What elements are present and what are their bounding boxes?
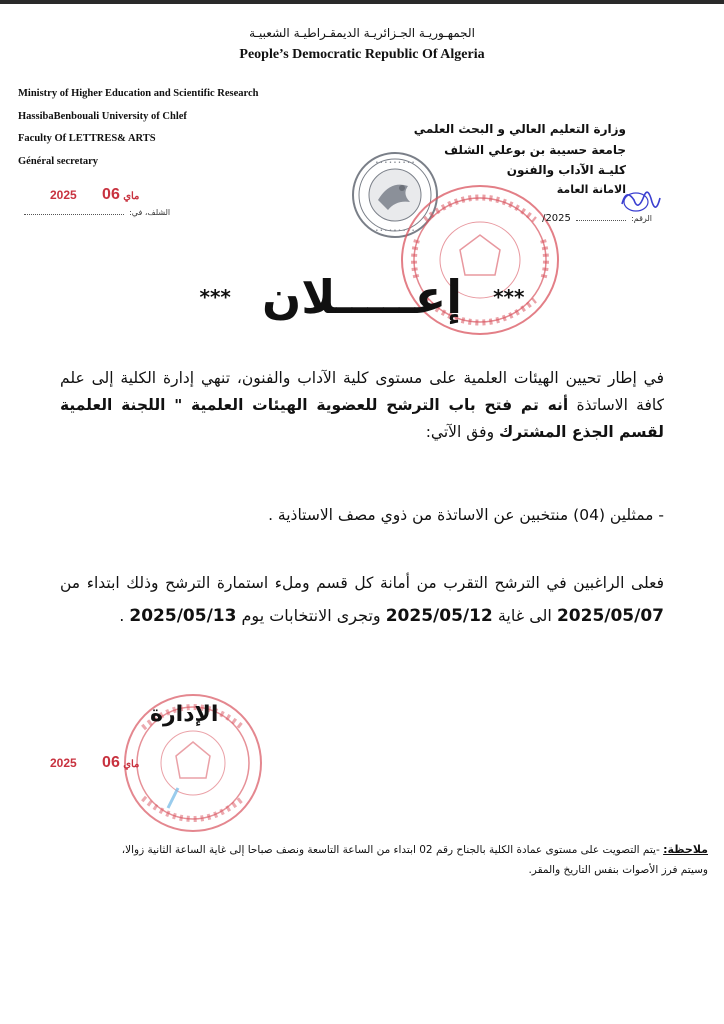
title-stars-right: *** (493, 285, 525, 309)
signature-icon (618, 186, 662, 216)
elections-text: وتجرى الانتخابات يوم (236, 606, 386, 625)
end-dot: . (119, 606, 130, 625)
top-border-line (0, 0, 724, 4)
note-label: ملاحظة: (663, 843, 708, 856)
note-line-1 (48, 840, 708, 860)
secretary-en: Général secretary (18, 156, 98, 167)
stamp-year-bottom: 2025 (50, 756, 77, 770)
place-line (24, 200, 170, 219)
date-to: 2025/05/12 (385, 606, 493, 626)
svg-text:• • • • • • • • •: • • • • • • • • • (375, 228, 415, 234)
intro-text: في إطار تحيين الهيئات العلمية على مستوى كلية الآداب والفنون، تنهي إدارة الكلية إلى علم كافة الاساتذة (60, 369, 664, 414)
university-en: HassibaBenbouali University of Chlef (18, 111, 187, 122)
announcement-title (0, 270, 724, 324)
faculty-ar: كليـة الآداب والفنون (506, 163, 626, 177)
stamp-day-bottom: 06 (102, 754, 120, 771)
dates-line (60, 606, 664, 626)
bullet-representatives: - ممثلين (04) منتخبين عن الاساتذة من ذوي مصف الاستاذية . (268, 506, 664, 524)
intro-paragraph (60, 365, 664, 446)
note-block (48, 840, 708, 880)
note-text-1: -يتم التصويت على مستوى عمادة الكلية بالجناح رقم 02 ابتداء من الساعة التاسعة ونصف صباحا إلى غاية الساعة الثانية زوالا، (121, 844, 664, 856)
date-stamp-bottom (50, 754, 139, 772)
intro-bold: أنه تم فتح باب الترشح للعضوية الهيئات العلمية " اللجنة العلمية لقسم الجذع المشترك (60, 396, 664, 441)
stamp-month-bottom: ماي (123, 759, 140, 770)
secretary-ar: الامانة العامة (556, 183, 626, 196)
title-word: إعـــــلان (262, 270, 462, 324)
date-election: 2025/05/13 (129, 606, 237, 626)
university-ar: جامعة حسيبة بن بوعلي الشلف (444, 143, 626, 157)
date-from: 2025/05/07 (556, 606, 664, 626)
stamp-day: 06 (102, 186, 120, 203)
place-label: الشلف، في: (129, 208, 171, 217)
ministry-ar: وزارة التعليم العالي و البحث العلمي (413, 122, 626, 136)
stamp-month: ماي (123, 191, 140, 202)
administration-label: الإدارة (150, 702, 219, 727)
republic-english: People’s Democratic Republic Of Algeria (239, 47, 485, 62)
intro-end: وفق الآتي: (425, 423, 499, 441)
note-line-2: وسيتم فرز الأصوات بنفس التاريخ والمقر. (528, 864, 708, 876)
ministry-en: Ministry of Higher Education and Scientific Research (18, 88, 259, 99)
svg-text:• • • • • • • • •: • • • • • • • • • (375, 160, 415, 166)
ref-value: 2025/ (542, 213, 571, 224)
ref-label: الرقم: (631, 214, 652, 223)
republic-arabic: الجمهـوريـة الجـزائريـة الديمقـراطيـة الشعبيـة (249, 26, 475, 40)
stamp-year: 2025 (50, 188, 77, 202)
title-stars-left: *** (199, 285, 231, 309)
until-text: الى غاية (492, 606, 557, 625)
faculty-en: Faculty Of LETTRES& ARTS (18, 133, 156, 144)
application-paragraph: فعلى الراغبين في الترشح التقرب من أمانة كل قسم وملء استمارة الترشح وذلك ابتداء من (60, 574, 664, 592)
place-dots (24, 206, 124, 215)
